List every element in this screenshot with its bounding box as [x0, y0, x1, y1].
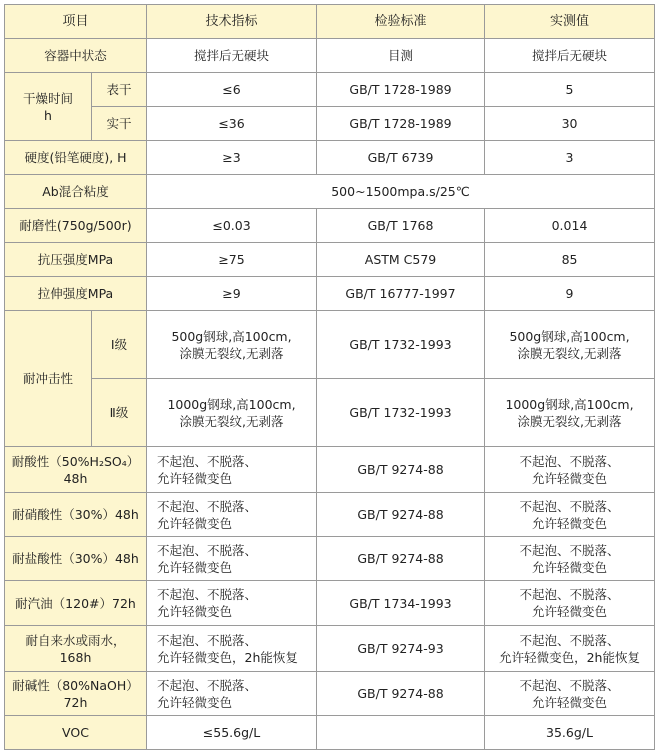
row-label-line: 耐碱性（80%NaOH）: [12, 677, 139, 693]
value-cell: [485, 626, 655, 672]
spec-cell: ≤6: [147, 73, 317, 107]
sub-label: 实干: [92, 107, 147, 141]
standard-cell: GB/T 9274-88: [317, 447, 485, 493]
table-row: [5, 379, 655, 447]
table-row: [5, 447, 655, 493]
spec-line: 不起泡、不脱落、: [157, 632, 258, 648]
spec-cell: [147, 447, 317, 493]
value-cell: 9: [485, 277, 655, 311]
header-row: [5, 5, 655, 39]
table-row: [5, 581, 655, 626]
value-line: 不起泡、不脱落、: [519, 498, 620, 514]
table-row: [5, 277, 655, 311]
spec-line: 不起泡、不脱落、: [157, 453, 258, 469]
standard-cell: GB/T 9274-93: [317, 626, 485, 672]
row-label: 耐磨性(750g/500r): [5, 209, 147, 243]
table-row: [5, 493, 655, 537]
value-cell: 3: [485, 141, 655, 175]
header-standard: 检验标准: [317, 5, 485, 39]
row-label: Ab混合粘度: [5, 175, 147, 209]
table-row: [5, 716, 655, 750]
value-line: 不起泡、不脱落、: [519, 632, 620, 648]
row-label: 耐汽油（120#）72h: [5, 581, 147, 626]
merged-value-cell: 500~1500mpa.s/25℃: [147, 175, 655, 209]
value-line: 不起泡、不脱落、: [519, 677, 620, 693]
row-label: VOC: [5, 716, 147, 750]
value-line: 不起泡、不脱落、: [519, 587, 620, 602]
standard-cell: GB/T 9274-88: [317, 537, 485, 581]
table-row: [5, 175, 655, 209]
table-row: [5, 672, 655, 716]
spec-cell: [147, 311, 317, 379]
spec-cell: [147, 672, 317, 716]
value-line: 允许轻微变色: [532, 694, 608, 710]
row-label: [5, 73, 92, 141]
spec-cell: [147, 537, 317, 581]
standard-cell: [317, 716, 485, 750]
spec-table: [4, 4, 655, 750]
standard-cell: GB/T 1768: [317, 209, 485, 243]
spec-cell: [147, 493, 317, 537]
value-line: 涂膜无裂纹,无剥落: [517, 345, 622, 361]
spec-cell: [147, 581, 317, 626]
row-label: [5, 447, 147, 493]
row-label: 耐硝酸性（30%）48h: [5, 493, 147, 537]
header-measured: 实测值: [485, 5, 655, 39]
spec-cell: ≥75: [147, 243, 317, 277]
header-spec: 技术指标: [147, 5, 317, 39]
row-label: 耐冲击性: [5, 311, 92, 447]
spec-cell: ≤55.6g/L: [147, 716, 317, 750]
value-cell: [485, 537, 655, 581]
spec-line: 涂膜无裂纹,无剥落: [179, 345, 284, 361]
standard-cell: GB/T 9274-88: [317, 493, 485, 537]
spec-line: 1000g钢球,高100cm,: [167, 396, 296, 412]
row-label: 拉伸强度MPa: [5, 277, 147, 311]
value-cell: [485, 493, 655, 537]
value-cell: 30: [485, 107, 655, 141]
standard-cell: GB/T 1728-1989: [317, 73, 485, 107]
value-line: 1000g钢球,高100cm,: [505, 396, 634, 412]
spec-line: 500g钢球,高100cm,: [171, 328, 292, 344]
value-line: 允许轻微变色: [532, 604, 608, 619]
table-row: [5, 537, 655, 581]
sub-label: Ⅰ级: [92, 311, 147, 379]
standard-cell: GB/T 1732-1993: [317, 311, 485, 379]
spec-line: 允许轻微变色: [157, 694, 233, 710]
row-label: 耐盐酸性（30%）48h: [5, 537, 147, 581]
header-item: 项目: [5, 5, 147, 39]
value-cell: 35.6g/L: [485, 716, 655, 750]
spec-line: 允许轻微变色: [157, 604, 233, 619]
table-row: [5, 209, 655, 243]
table-row: [5, 243, 655, 277]
row-label: 硬度(铅笔硬度), H: [5, 141, 147, 175]
spec-line: 允许轻微变色: [157, 559, 233, 575]
spec-line: 不起泡、不脱落、: [157, 677, 258, 693]
table-row: [5, 626, 655, 672]
table-row: [5, 39, 655, 73]
spec-line: 允许轻微变色: [157, 470, 233, 486]
row-label-line: 耐酸性（50%H₂SO₄）: [11, 453, 140, 469]
value-cell: 搅拌后无硬块: [485, 39, 655, 73]
value-cell: [485, 379, 655, 447]
value-line: 允许轻微变色: [532, 559, 608, 575]
table-row: [5, 73, 655, 107]
spec-cell: ≤36: [147, 107, 317, 141]
value-cell: [485, 311, 655, 379]
spec-line: 允许轻微变色: [157, 515, 233, 531]
spec-line: 不起泡、不脱落、: [157, 498, 258, 514]
spec-line: 不起泡、不脱落、: [157, 542, 258, 558]
value-line: 涂膜无裂纹,无剥落: [517, 413, 622, 429]
spec-cell: [147, 379, 317, 447]
standard-cell: GB/T 1732-1993: [317, 379, 485, 447]
value-line: 允许轻微变色: [532, 470, 608, 486]
value-cell: [485, 447, 655, 493]
value-cell: 5: [485, 73, 655, 107]
value-line: 不起泡、不脱落、: [519, 542, 620, 558]
value-line: 不起泡、不脱落、: [519, 453, 620, 469]
standard-cell: 目测: [317, 39, 485, 73]
standard-cell: GB/T 1734-1993: [317, 581, 485, 626]
spec-line: 不起泡、不脱落、: [157, 587, 258, 602]
spec-line: 涂膜无裂纹,无剥落: [179, 413, 284, 429]
value-cell: [485, 672, 655, 716]
table-row: [5, 141, 655, 175]
row-label: 容器中状态: [5, 39, 147, 73]
spec-cell: ≥3: [147, 141, 317, 175]
standard-cell: GB/T 6739: [317, 141, 485, 175]
row-label-line: 72h: [63, 694, 88, 710]
sub-label: Ⅱ级: [92, 379, 147, 447]
standard-cell: GB/T 16777-1997: [317, 277, 485, 311]
spec-line: 允许轻微变色，2h能恢复: [157, 649, 298, 665]
row-label-line: 168h: [59, 649, 92, 665]
row-label-line: 干燥时间: [22, 90, 73, 106]
table-row: [5, 107, 655, 141]
spec-cell: 搅拌后无硬块: [147, 39, 317, 73]
value-cell: 85: [485, 243, 655, 277]
standard-cell: GB/T 1728-1989: [317, 107, 485, 141]
row-label-line: 耐自来水或雨水，: [25, 632, 126, 648]
value-line: 500g钢球,高100cm,: [509, 328, 630, 344]
spec-cell: ≥9: [147, 277, 317, 311]
row-label: 抗压强度MPa: [5, 243, 147, 277]
standard-cell: GB/T 9274-88: [317, 672, 485, 716]
value-cell: 0.014: [485, 209, 655, 243]
standard-cell: ASTM C579: [317, 243, 485, 277]
row-label-line: 48h: [63, 470, 88, 486]
spec-cell: ≤0.03: [147, 209, 317, 243]
value-cell: [485, 581, 655, 626]
row-label-unit: h: [44, 107, 52, 123]
row-label: [5, 626, 147, 672]
spec-cell: [147, 626, 317, 672]
row-label: [5, 672, 147, 716]
value-line: 允许轻微变色，2h能恢复: [499, 649, 640, 665]
table-row: [5, 311, 655, 379]
sub-label: 表干: [92, 73, 147, 107]
value-line: 允许轻微变色: [532, 515, 608, 531]
